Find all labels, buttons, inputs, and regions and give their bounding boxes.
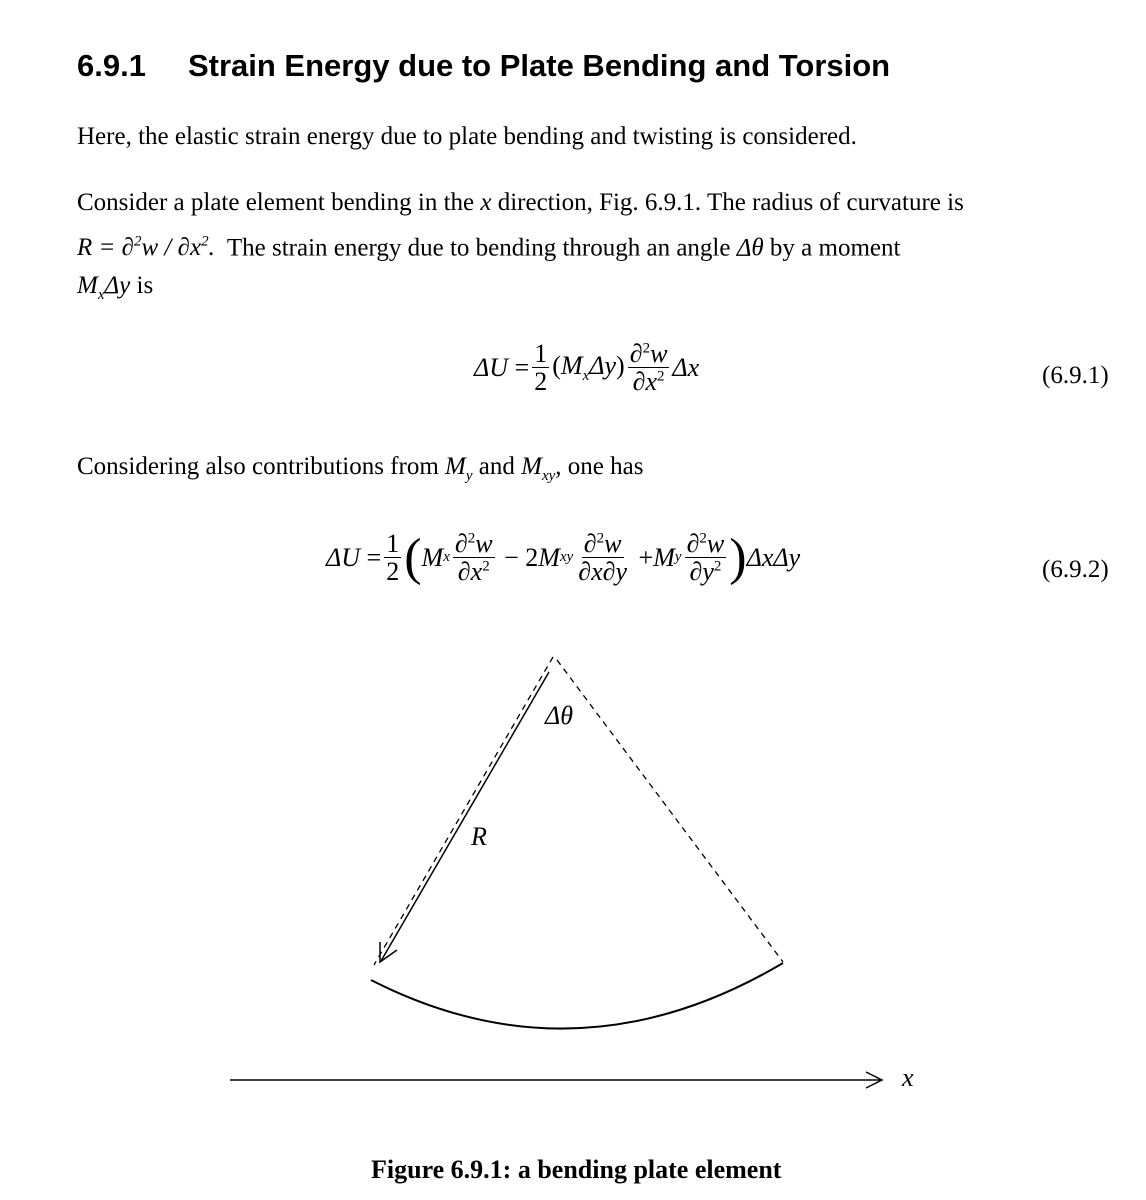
p2-text-d: by a moment [769,234,901,262]
p2-moment-symbol: $M_x\Delta y$ [77,272,131,304]
p3-text-a: Considering also contributions from [77,453,439,480]
p3-mxy-symbol: $M_{xy}$ [521,453,556,484]
paragraph-intro-text: Here, the elastic strain energy due to plate bending and twisting is considered. [77,123,857,150]
right-radius-dashed-line [557,660,783,962]
radius-label: R [471,822,487,851]
equation-6-9-2: Δ U = $\frac{1}{2}$ ( M x $\frac{\partial^2w}{\partial x^2}$ − 2 M xy $\frac{\partial^2w}{\partial x\partial y}$ + M y $\frac{\partial^2w}{\partial y^2}$ ) ΔxΔy [326,528,801,587]
section-title: Strain Energy due to Plate Bending and Torsion [187,48,891,83]
radius-formula-text: $R = \partial^2w / \partial x^2$. [77,234,215,262]
p2-text-a: Consider a plate element bending in the [77,189,475,216]
equation-number-6-9-1: (6.9.1) [1042,362,1109,389]
section-number: 6.9.1 [77,48,146,83]
plate-arc [371,963,783,1029]
angle-label: Δθ [545,701,574,730]
p2-angle-symbol: Δθ [736,234,764,262]
x-axis-label: x [902,1063,914,1092]
p2-text-c: The strain energy due to bending through an angle [226,234,731,262]
equation-number-6-9-2: (6.9.2) [1042,556,1109,583]
p2-text-e: is [136,272,154,300]
left-radius-dashed-line [374,657,553,965]
p3-my-symbol: $M_y$ [445,453,473,484]
radius-arrow-line [381,672,549,961]
p2-x-symbol: x [480,189,492,216]
figure-caption: Figure 6.9.1: a bending plate element [371,1155,782,1184]
p2-text-b: direction, Fig. 6.9.1. The radius of curvature is [497,189,964,216]
equation-6-9-1: Δ U = $\frac{1}{2}$ $(M_x\Delta y)$ $\frac{\partial^2w}{\partial x^2}$ Δx [474,339,700,397]
p3-text-c: , one has [555,453,644,480]
p3-text-b: and [478,453,515,480]
